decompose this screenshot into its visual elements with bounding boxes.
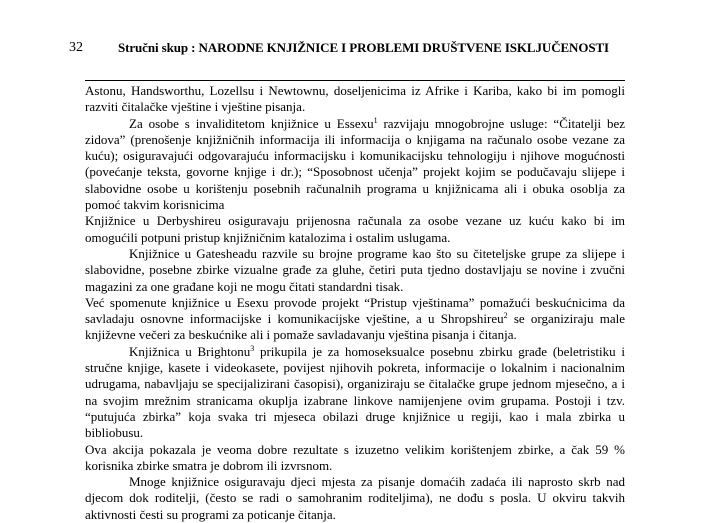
body-text — [85, 83, 625, 523]
paragraph-derbyshire: Knjižnice u Derbyshireu osiguravaju prijenosna računala za osobe vezane uz kuću kako bi im omogućili potpuni pristup knjižničnim katalozima i ostalim uslugama. — [85, 213, 625, 245]
paragraph-gateshead: Knjižnice u Gatesheadu razvile su brojne programe kao što su čiteteljske grupe za slijepe i slabovidne, posebne zbirke vizualne građe za gluhe, četiri puta tjedno dostavljaju se novine i zvučni magazini za one građane koji ne mogu čitati standardni tisak. — [85, 245, 625, 294]
footnote-marker: 1 — [373, 115, 378, 125]
running-title: Stručni skup : NARODNE KNJIŽNICE I PROBLEMI DRUŠTVENE ISKLJUČENOSTI — [118, 40, 610, 55]
paragraph-essex-disability: Za osobe s invaliditetom knjižnice u Essexu$^1$ razvijaju mnogobrojne usluge: “Čitatelji bez zidova” (prenošenje knjižničnih informacija ili informacija o knjigama na računalo osobe vezane za kuću); osiguravajući odgovarajuću informacijsku i komunikacijsku tehnologiju i njihove mogućnosti (povećanje teksta, govorne knjige i dr.); “Sposobnost učenja” projekt kojim se podučavaju slijepe i slabovidne osobe u korištenju posebnih računalnih programa u knjižnicama ali i obuka osoblja za pomoć takvim korisnicima — [85, 115, 625, 213]
footnote-marker: 3 — [250, 343, 255, 353]
paragraph-continuation: Astonu, Handsworthu, Lozellsu i Newtownu, doseljenicima iz Afrike i Kariba, kako bi im pomogli razviti čitalačke vještine i vještine pisanja. — [85, 83, 625, 115]
header-rule — [85, 80, 625, 81]
footnote-marker: 2 — [503, 311, 508, 321]
paragraph-homework: Mnoge knjižnice osiguravaju djeci mjesta za pisanje domaćih zadaća ili naprosto skrb nad djecom dok roditelji, (često se radi o samohranim roditeljima), ne dođu s posla. U okviru takvih aktivnosti česti su programi za poticanje čitanja. — [85, 474, 625, 522]
paragraph-essex-homeless: Već spomenute knjižnice u Esexu provode projekt “Pristup vještinama” pomažući beskućnicima da savladaju osnovne informacijske i komunikacijske vještine, a u Shropshireu$^2$ se organiziraju male književne večeri za beskućnike ali i pomaže savladavanju vještina pisanja i čitanja. — [85, 294, 625, 343]
paragraph-brighton: Knjižnica u Brightonu$^3$ prikupila je za homoseksualce posebnu zbirku građe (beletristiku i stručne knjige, kasete i videokasete, povijest njihovih pokreta, informacije o lokalnim i nacionalnim udrugama, nabavljaju se specijalizirani časopisi), organiziraju se čitalačke grupe jednom mjesečno, a i na svojim mrežnim stranicama okuplja izabrane linkove namijenjene ovim grupama. Postoji i tzv. “putujuća zbirka” koja svaka tri mjeseca obilazi druge knjižnice u regiji, kao i mala zbirka u bibliobusu. — [85, 343, 625, 441]
paragraph-results: Ova akcija pokazala je veoma dobre rezultate s izuzetno velikim korištenjem zbirke, a čak 59 % korisnika zbirke smatra je dobrom ili izvrsnom. — [85, 441, 625, 473]
page-number: 32 — [69, 40, 83, 55]
